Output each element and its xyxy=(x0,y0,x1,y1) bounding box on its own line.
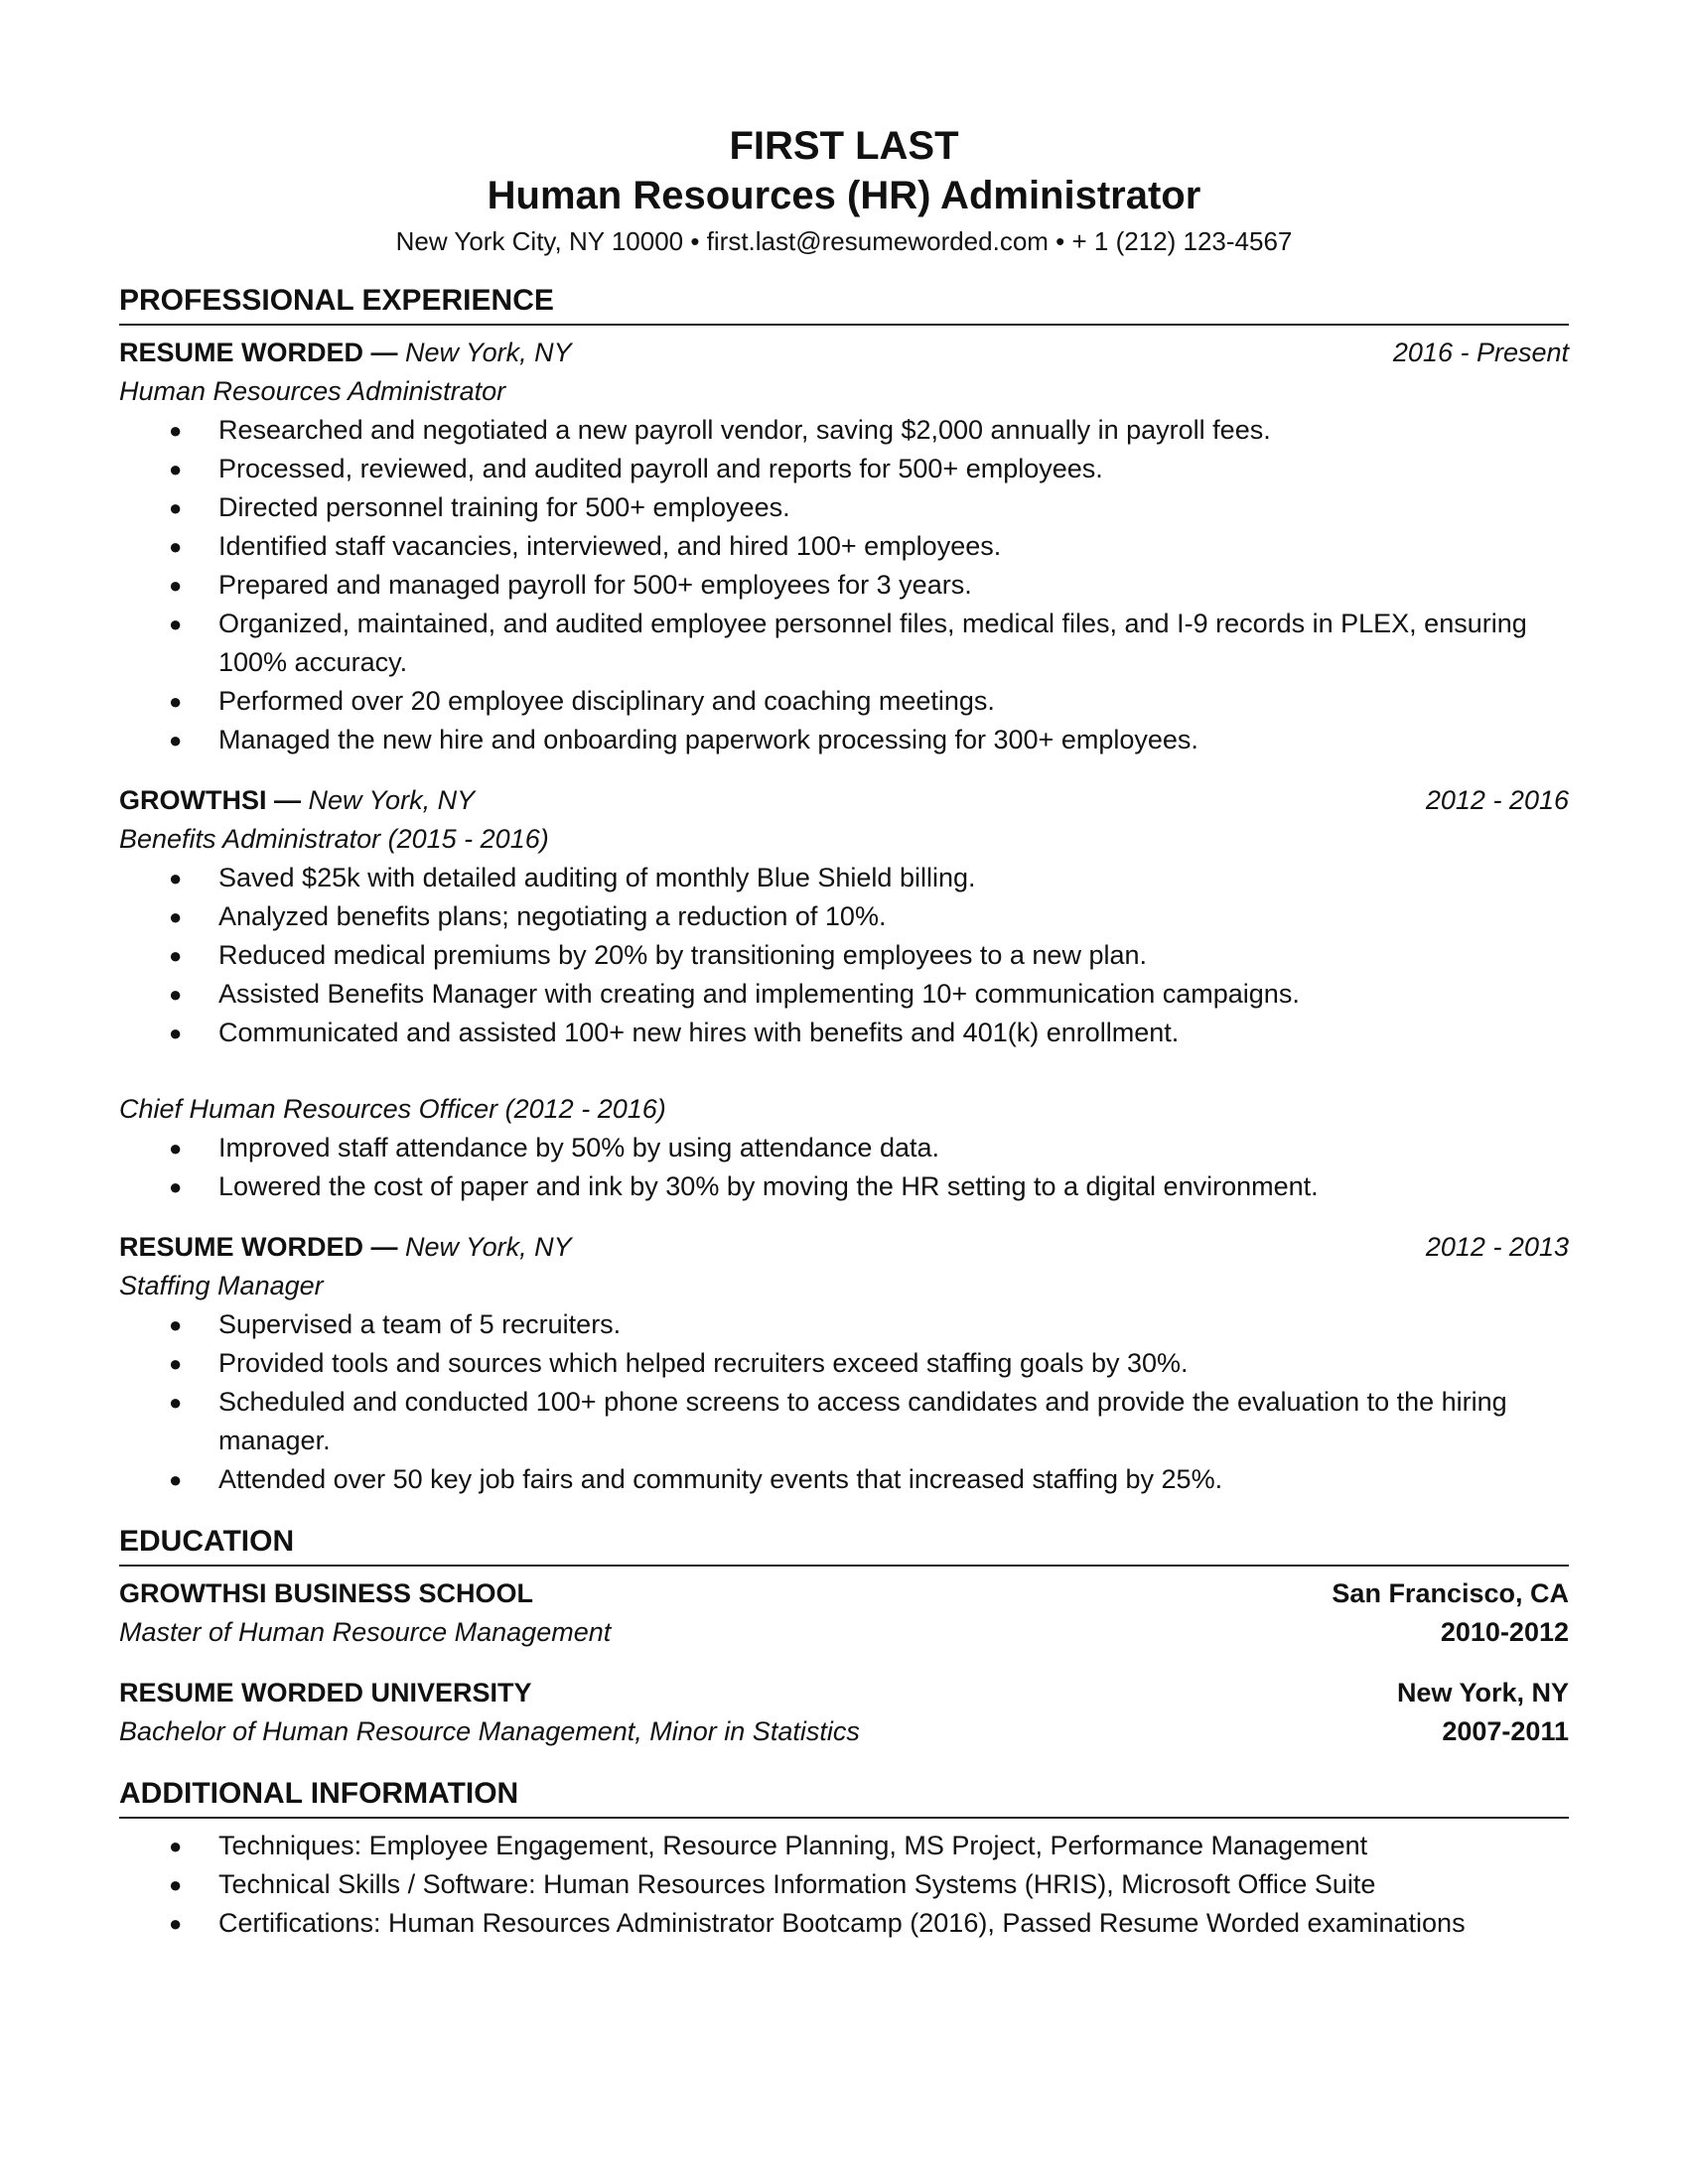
bullet-item: ● Saved $25k with detailed auditing of monthly Blue Shield billing. xyxy=(119,859,1569,897)
bullet-item: ● Organized, maintained, and audited employee personnel files, medical files, and I-9 records in PLEX, ensuring 100% accuracy. xyxy=(119,605,1569,682)
bullet-item: ● Scheduled and conducted 100+ phone screens to access candidates and provide the evaluation to the hiring manager. xyxy=(119,1383,1569,1460)
job-location: New York, NY xyxy=(405,338,572,367)
job-entry xyxy=(119,1228,1569,1499)
section-title-education: EDUCATION xyxy=(119,1521,1569,1567)
bullet-item: ● Analyzed benefits plans; negotiating a reduction of 10%. xyxy=(119,897,1569,936)
additional-section xyxy=(119,1773,1569,1943)
bullet-item: ● Directed personnel training for 500+ employees. xyxy=(119,488,1569,527)
contact-line: New York City, NY 10000 • first.last@resumeworded.com • + 1 (212) 123-4567 xyxy=(395,226,1293,256)
job-role: Chief Human Resources Officer (2012 - 2016) xyxy=(119,1094,666,1124)
job-header xyxy=(119,1228,1569,1267)
job-headline: Human Resources (HR) Administrator xyxy=(487,174,1201,217)
job-dates: 2016 - Present xyxy=(1392,338,1569,367)
job-role: Staffing Manager xyxy=(119,1271,324,1300)
job-dates: 2012 - 2013 xyxy=(1425,1232,1569,1262)
bullet-item: ● Reduced medical premiums by 20% by transitioning employees to a new plan. xyxy=(119,936,1569,975)
company-name: RESUME WORDED — xyxy=(119,1232,398,1262)
job-role: Human Resources Administrator xyxy=(119,376,506,406)
school-location: New York, NY xyxy=(1396,1678,1569,1707)
company-name: RESUME WORDED — xyxy=(119,338,398,367)
bullet-item: ● Prepared and managed payroll for 500+ employees for 3 years. xyxy=(119,566,1569,605)
section-title-experience: PROFESSIONAL EXPERIENCE xyxy=(119,280,1569,326)
school-location: San Francisco, CA xyxy=(1332,1578,1569,1608)
job-entry xyxy=(119,334,1569,759)
bullet-item: ● Supervised a team of 5 recruiters. xyxy=(119,1305,1569,1344)
bullet-item: ● Processed, reviewed, and audited payroll and reports for 500+ employees. xyxy=(119,450,1569,488)
bullet-item: ● Identified staff vacancies, interviewed, and hired 100+ employees. xyxy=(119,527,1569,566)
company-name: GROWTHSI — xyxy=(119,785,301,815)
job-role: Benefits Administrator (2015 - 2016) xyxy=(119,824,549,854)
bullet-item: ● Managed the new hire and onboarding paperwork processing for 300+ employees. xyxy=(119,721,1569,759)
job-bullets xyxy=(119,1305,1569,1499)
job-bullets xyxy=(119,1129,1569,1206)
experience-section xyxy=(119,280,1569,1499)
bullet-item: ● Lowered the cost of paper and ink by 30% by moving the HR setting to a digital environment. xyxy=(119,1167,1569,1206)
job-dates: 2012 - 2016 xyxy=(1425,785,1569,815)
bullet-item: ● Provided tools and sources which helped recruiters exceed staffing goals by 30%. xyxy=(119,1344,1569,1383)
degree: Bachelor of Human Resource Management, Minor in Statistics xyxy=(119,1716,860,1746)
education-section xyxy=(119,1521,1569,1751)
job-header xyxy=(119,334,1569,372)
candidate-name: FIRST LAST xyxy=(729,124,959,168)
job-location: New York, NY xyxy=(308,785,476,815)
bullet-item: ● Techniques: Employee Engagement, Resource Planning, MS Project, Performance Management xyxy=(119,1827,1569,1865)
education-dates: 2010-2012 xyxy=(1440,1617,1569,1647)
resume-page xyxy=(119,109,1569,1943)
section-title-additional: ADDITIONAL INFORMATION xyxy=(119,1773,1569,1819)
education-entry xyxy=(119,1674,1569,1751)
bullet-item: ● Improved staff attendance by 50% by using attendance data. xyxy=(119,1129,1569,1167)
job-bullets xyxy=(119,411,1569,759)
job-entry xyxy=(119,781,1569,1206)
bullet-item: ● Performed over 20 employee disciplinary and coaching meetings. xyxy=(119,682,1569,721)
job-location: New York, NY xyxy=(405,1232,572,1262)
school-name: RESUME WORDED UNIVERSITY xyxy=(119,1678,532,1707)
bullet-item: ● Communicated and assisted 100+ new hires with benefits and 401(k) enrollment. xyxy=(119,1014,1569,1052)
bullet-item: ● Certifications: Human Resources Administrator Bootcamp (2016), Passed Resume Worded examinations xyxy=(119,1904,1569,1943)
degree: Master of Human Resource Management xyxy=(119,1617,612,1647)
job-header xyxy=(119,781,1569,820)
job-bullets xyxy=(119,859,1569,1052)
bullet-item: ● Technical Skills / Software: Human Resources Information Systems (HRIS), Microsoft Office Suite xyxy=(119,1865,1569,1904)
bullet-item: ● Attended over 50 key job fairs and community events that increased staffing by 25%. xyxy=(119,1460,1569,1499)
school-name: GROWTHSI BUSINESS SCHOOL xyxy=(119,1578,534,1608)
education-entry xyxy=(119,1574,1569,1652)
bullet-item: ● Researched and negotiated a new payroll vendor, saving $2,000 annually in payroll fees. xyxy=(119,411,1569,450)
additional-bullets xyxy=(119,1827,1569,1943)
education-dates: 2007-2011 xyxy=(1442,1716,1569,1746)
bullet-item: ● Assisted Benefits Manager with creating and implementing 10+ communication campaigns. xyxy=(119,975,1569,1014)
